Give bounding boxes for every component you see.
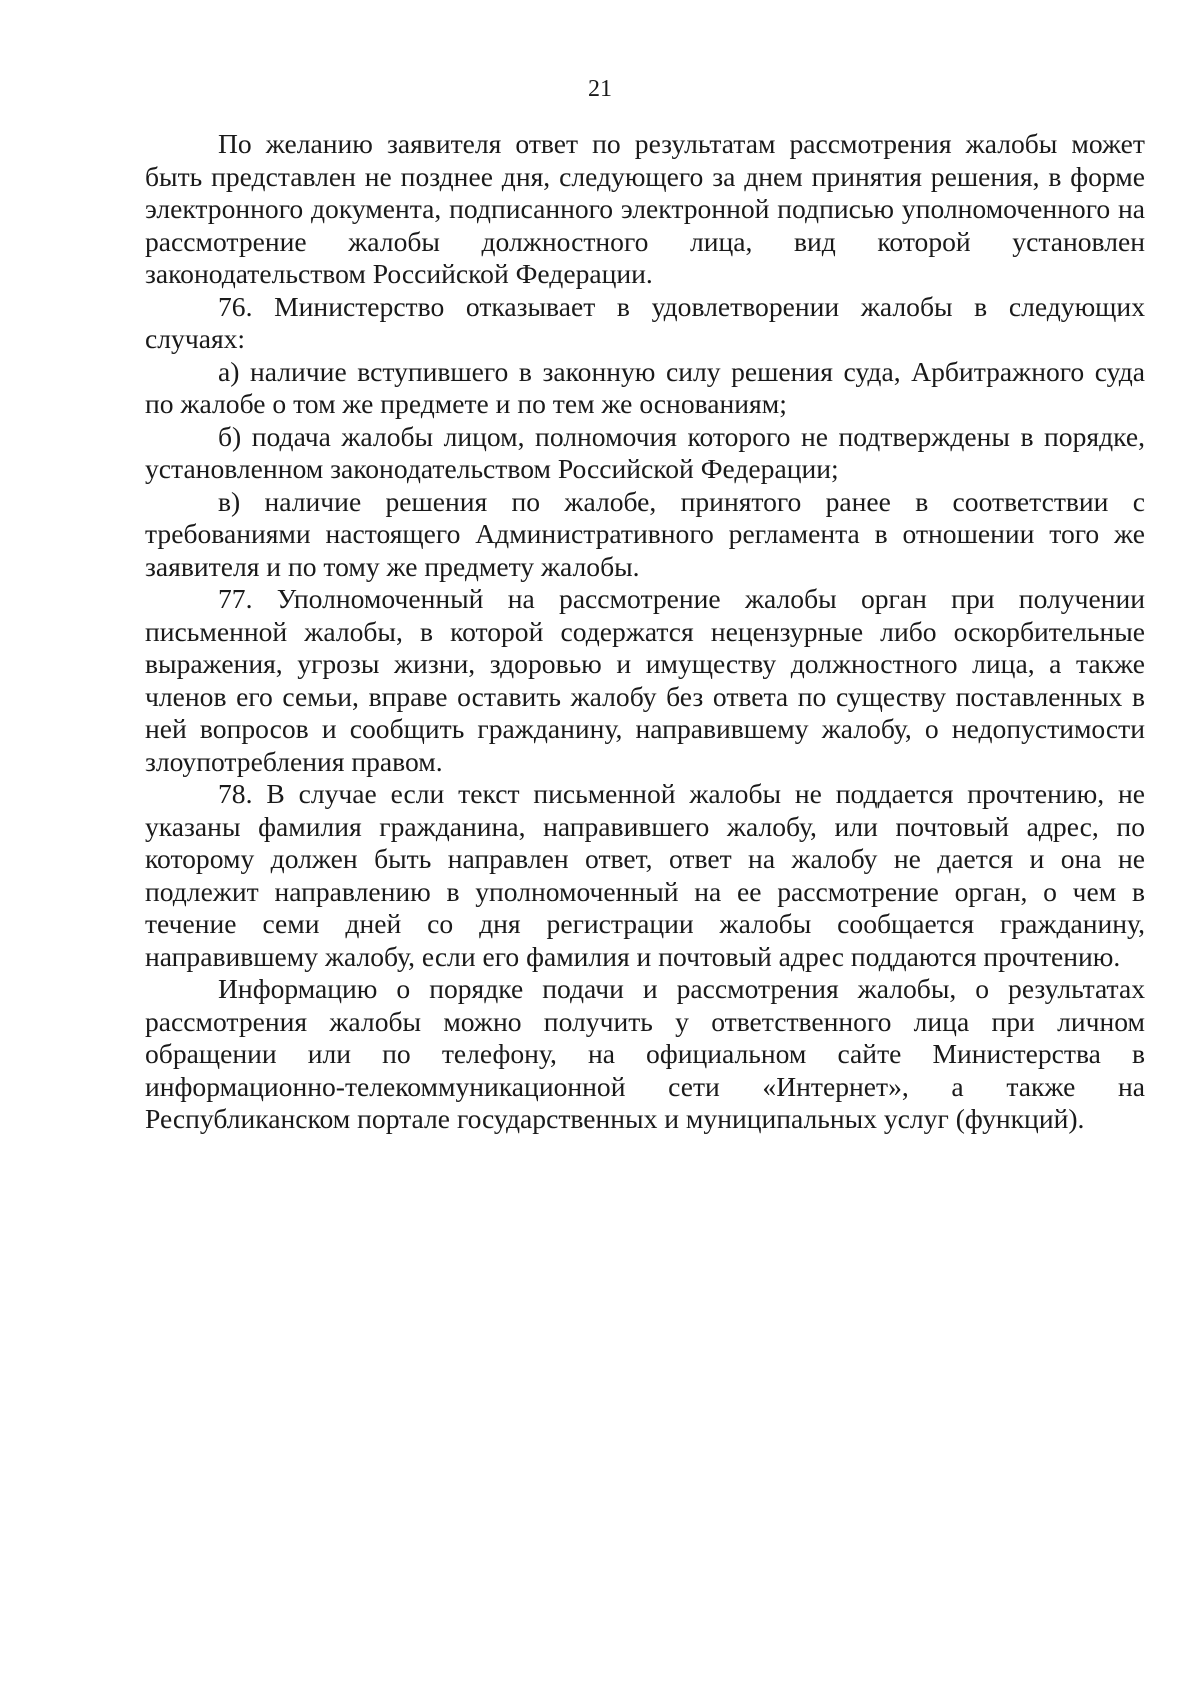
- paragraph-76-item-a: а) наличие вступившего в законную силу решения суда, Арбитражного суда по жалобе о том же предмете и по тем же основаниям;: [145, 355, 1145, 419]
- document-body: [145, 128, 1145, 1136]
- paragraph-78-unreadable-complaint: 78. В случае если текст письменной жалобы не поддается прочтению, не указаны фамилия гражданина, направившего жалобу, или почтовый адрес, по которому должен быть направлен ответ, ответ на жалобу не дается и она не подлежит направлению в уполномоченный на ее рассмотрение орган, о чем в течение семи дней со дня регистрации жалобы сообщается гражданину, направившему жалобу, если его фамилия и почтовый адрес поддаются прочтению.: [145, 778, 1145, 972]
- paragraph-76-item-v: в) наличие решения по жалобе, принятого ранее в соответствии с требованиями настоящего Административного регламента в отношении того же заявителя и по тому же предмету жалобы.: [145, 485, 1145, 582]
- paragraph-76-refusal-grounds: 76. Министерство отказывает в удовлетворении жалобы в следующих случаях:: [145, 290, 1145, 354]
- page-number: 21: [588, 76, 612, 102]
- paragraph-response-electronic-form: По желанию заявителя ответ по результатам рассмотрения жалобы может быть представлен не позднее дня, следующего за днем принятия решения, в форме электронного документа, подписанного электронной подписью уполномоченного на рассмотрение жалобы должностного лица, вид которой установлен законодательством Российской Федерации.: [145, 128, 1145, 289]
- paragraph-77-obscene-complaint: 77. Уполномоченный на рассмотрение жалобы орган при получении письменной жалобы, в которой содержатся нецензурные либо оскорбительные выражения, угрозы жизни, здоровью и имуществу должностного лица, а также членов его семьи, вправе оставить жалобу без ответа по существу поставленных в ней вопросов и сообщить гражданину, направившему жалобу, о недопустимости злоупотребления правом.: [145, 583, 1145, 777]
- paragraph-76-item-b: б) подача жалобы лицом, полномочия которого не подтверждены в порядке, установленном законодательством Российской Федерации;: [145, 420, 1145, 484]
- paragraph-information-channels: Информацию о порядке подачи и рассмотрения жалобы, о результатах рассмотрения жалобы можно получить у ответственного лица при личном обращении или по телефону, на официальном сайте Министерства в информационно-телекоммуникационной сети «Интернет», а также на Республиканском портале государственных и муниципальных услуг (функций).: [145, 973, 1145, 1134]
